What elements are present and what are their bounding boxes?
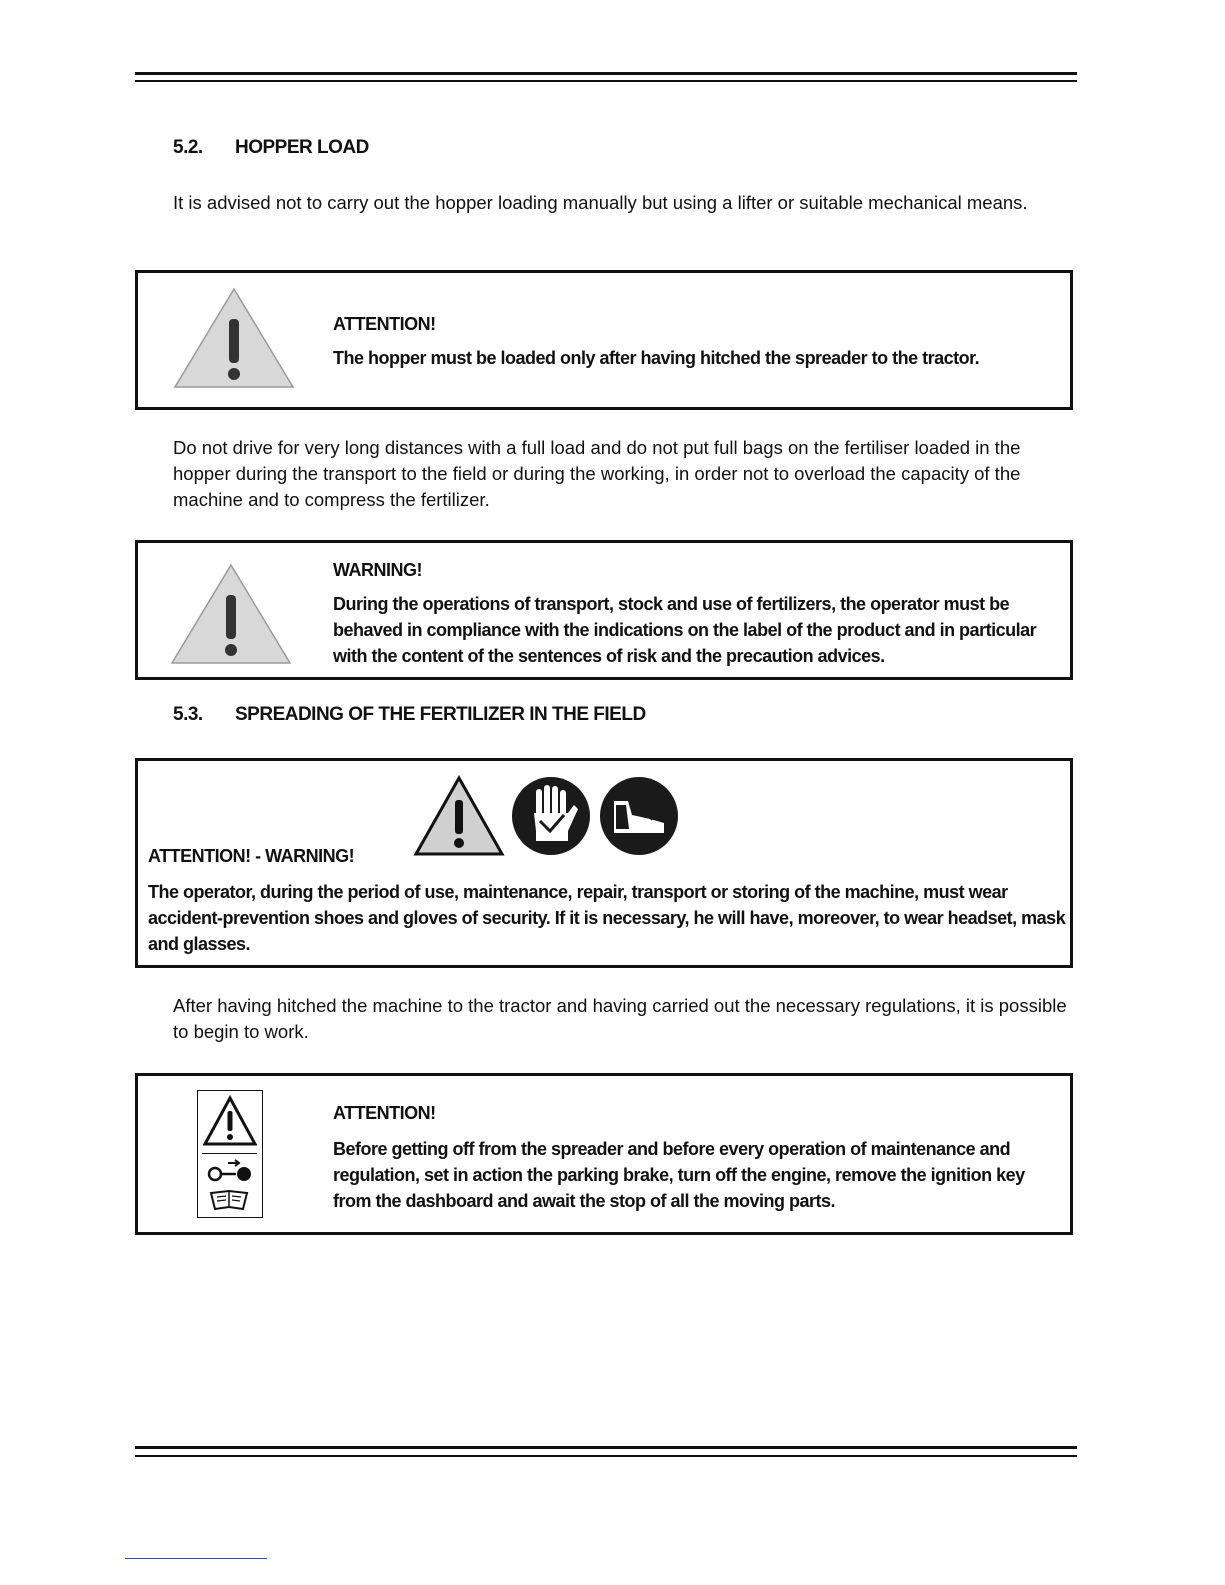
box-text: During the operations of transport, stock and use of fertilizers, the operator must be behaved in compliance with the indications on the label of the product and in particular with the content of the sentences of risk and the precaution advices. [333,594,1037,666]
header-rule-thin [135,80,1077,82]
box-text: The operator, during the period of use, maintenance, repair, transport or storing of the machine, must wear accident-prevention shoes and gloves of security. If it is necessary, he will have, moreover, to wear headset, mask and glasses. [148,882,1066,954]
ignition-key-icon [206,1159,254,1185]
warning-box-fertilizer [135,540,1073,680]
box-title: ATTENTION! [333,314,436,334]
attention-box-parking [135,1073,1073,1235]
attention-box-hopper [135,270,1073,410]
section-heading-spreading [173,704,646,726]
warning-triangle-icon [171,285,297,391]
section-title: HOPPER LOAD [235,137,369,158]
footer-rule-thick [135,1446,1077,1449]
footnote-link-line [125,1558,267,1559]
box-text: The hopper must be loaded only after having hitched the spreader to the tractor. [333,348,980,368]
box-text: Before getting off from the spreader and before every operation of maintenance and regulation, set in action the parking brake, turn off the engine, remove the ignition key from the dashboard and await the stop of all the moving parts. [333,1139,1025,1211]
box-title: ATTENTION! [333,1103,436,1123]
warning-triangle-icon [413,775,505,857]
warning-triangle-icon [203,1095,257,1147]
section-heading-hopper-load [173,137,369,159]
section-title: SPREADING OF THE FERTILIZER IN THE FIELD [235,704,646,725]
transport-paragraph: Do not drive for very long distances with a full load and do not put full bags on the fertiliser loaded in the hopper during the transport to the field or during the working, in order not to overload the capacity of the machine and to compress the fertilizer. [173,437,1021,510]
attention-warning-box-ppe [135,758,1073,968]
manual-book-icon [207,1187,253,1213]
box-title: ATTENTION! - WARNING! [148,846,355,866]
box-title: WARNING! [333,560,422,580]
safety-pictogram-stack [197,1090,263,1218]
footer-rule-thin [135,1455,1077,1457]
section-number: 5.2. [173,137,203,158]
warning-triangle-icon [168,561,294,667]
section-number: 5.3. [173,704,203,725]
hopper-intro-paragraph: It is advised not to carry out the hopper loading manually but using a lifter or suitable mechanical means. [173,192,1028,213]
gloves-icon [510,775,592,857]
header-rule-thick [135,72,1077,75]
safety-shoes-icon [598,775,680,857]
hitched-paragraph: After having hitched the machine to the tractor and having carried out the necessary regulations, it is possible to begin to work. [173,995,1067,1042]
